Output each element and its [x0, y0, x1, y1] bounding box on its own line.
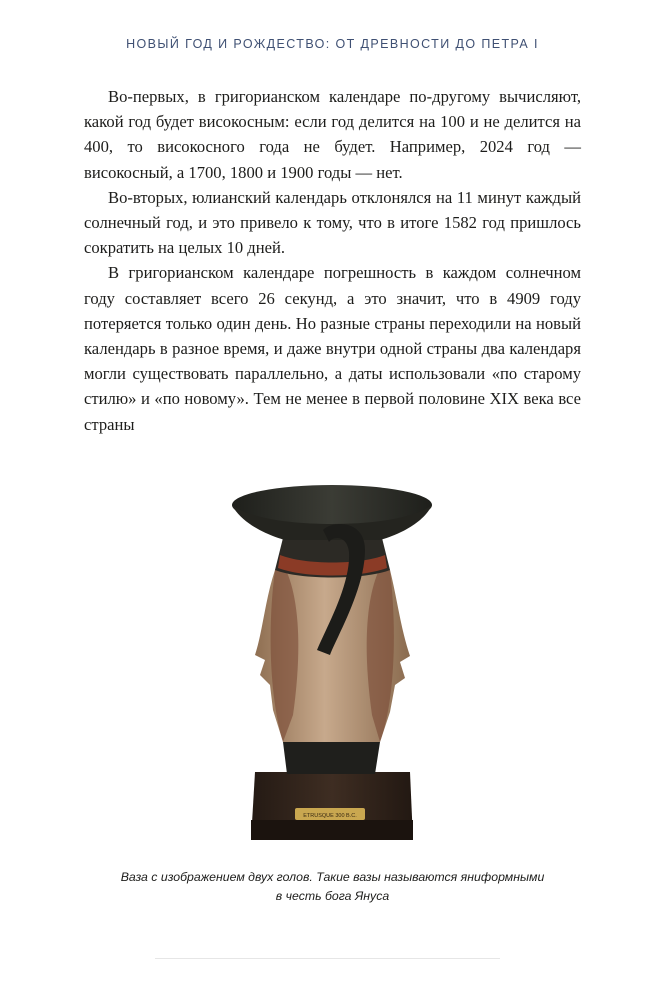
plaque-text: ETRUSQUE 300 B.C.: [303, 813, 357, 819]
paragraph-1: Во-первых, в григорианском календаре по-другому вычисляют, какой год будет високосным: если год делится на 100 и не делится на 400, то високосного года не будет. Например, 2024 год — високосный, а 1700, 1800 и 1900 годы — нет.: [84, 87, 581, 182]
figure-caption: [60, 868, 605, 906]
vase-illustration: [225, 480, 440, 845]
caption-line-1: Ваза с изображением двух голов. Такие вазы называются яниформными: [120, 870, 545, 884]
body-text: [84, 84, 581, 437]
janus-vase-image: [225, 480, 440, 845]
paragraph-2: Во-вторых, юлианский календарь отклонялся на 11 минут каждый солнечный год, и это привело к тому, что в итоге 1582 год пришлось сократить на целых 10 дней.: [84, 187, 581, 258]
paragraph-3: В григорианском календаре погрешность в каждом солнечном году составляет всего 26 секунд, а это значит, что в 4909 году потеряется только один день. Но разные страны переходили на новый календарь в разное время, и даже внутри одной страны два календаря могли существовать параллельно, а даты использовали «по старому стилю» и «по новому». Тем не менее в первой половине XIX века все страны: [84, 263, 581, 434]
running-header: НОВЫЙ ГОД И РОЖДЕСТВО: ОТ ДРЕВНОСТИ ДО ПЕТРА I: [126, 37, 539, 51]
caption-line-2: в честь бога Януса: [275, 889, 390, 903]
footer-divider: [155, 958, 500, 959]
